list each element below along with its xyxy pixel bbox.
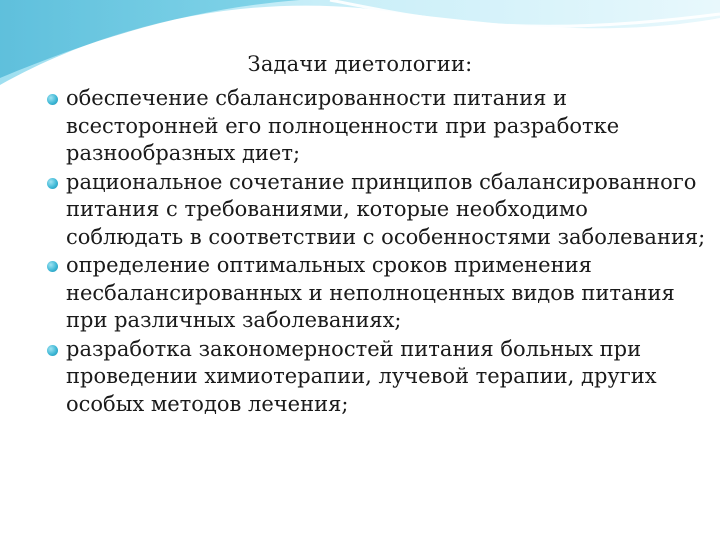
list-item <box>44 336 708 419</box>
circle-bullet-icon <box>47 345 58 356</box>
bullet-list <box>44 85 708 419</box>
circle-bullet-icon <box>47 261 58 272</box>
list-item-text: обеспечение сбалансированности питания и всесторонней его полноценности при разработке разнообразных диет; <box>66 86 620 165</box>
slide-title: Задачи диетологии: <box>247 52 473 76</box>
circle-bullet-icon <box>47 94 58 105</box>
list-item-text: определение оптимальных сроков применения несбалансированных и неполноценных видов питания при различных заболеваниях; <box>66 253 675 332</box>
list-item <box>44 169 708 252</box>
list-item <box>44 85 708 168</box>
list-item-text: рациональное сочетание принципов сбалансированного питания с требованиями, которые необходимо соблюдать в соответствии с особенностями заболевания; <box>66 169 706 249</box>
list-item <box>44 252 708 335</box>
list-item-text: разработка закономерностей питания больных при проведении химиотерапии, лучевой терапии, других особых методов лечения; <box>66 336 657 416</box>
circle-bullet-icon <box>47 178 58 189</box>
